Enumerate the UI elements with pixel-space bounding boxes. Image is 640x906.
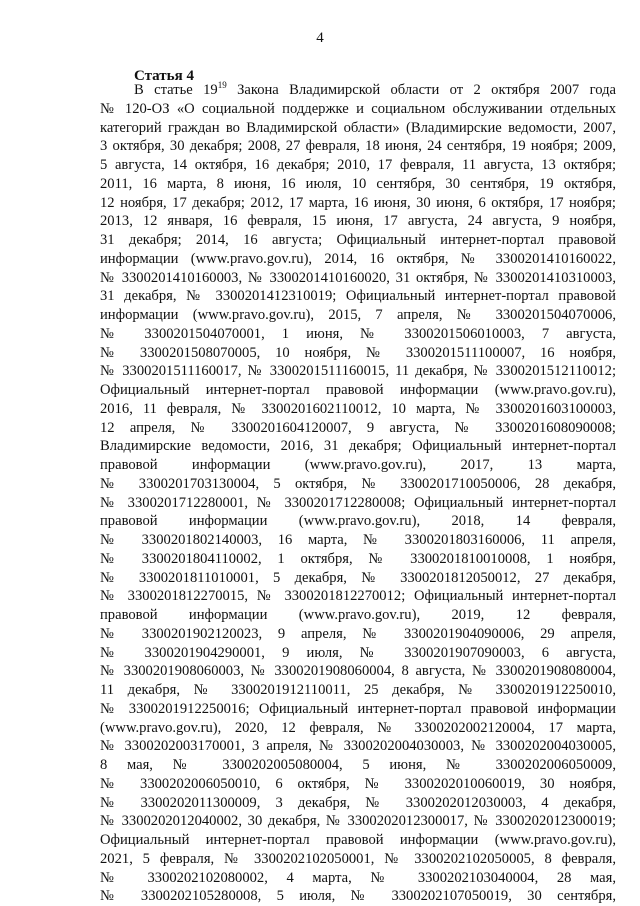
article-body-line: № 3300202003170001, 3 апреля, № 3300202004030003, № 3300202004030005, <box>100 738 616 755</box>
article-body-line: № 3300201912250016; Официальный интернет-портал правовой информации <box>100 700 616 717</box>
article-body-line: информации (www.pravo.gov.ru), 2015, 7 апреля, № 3300201504070006, <box>100 307 616 323</box>
article-body-line: № 3300201410160003, № 3300201410160020, 31 октября, № 3300201410310003, <box>100 269 616 286</box>
article-body-line: 2013, 12 января, 16 февраля, 15 июня, 17 августа, 24 августа, 9 ноября, <box>100 213 616 230</box>
article-body-line: № 3300201802140003, 16 марта, № 3300201803160006, 11 апреля, <box>100 532 616 548</box>
article-body-line: 11 декабря, № 3300201912110011, 25 декабря, № 3300201912250010, <box>100 682 616 698</box>
page-number: 4 <box>316 30 324 46</box>
article-body-line: 2021, 5 февраля, № 3300202102050001, № 3300202102050005, 8 февраля, <box>100 850 616 867</box>
article-body-line: 8 мая, № 3300202005080004, 5 июня, № 3300202006050009, <box>100 757 616 773</box>
article-body-line: № 3300201811010001, 5 декабря, № 3300201812050012, 27 декабря, <box>100 569 616 586</box>
article-body-line: № 3300201712280001, № 3300201712280008; Официальный интернет-портал <box>100 494 616 511</box>
article-first-line <box>100 81 616 100</box>
article-body-line: 31 декабря; 2014, 16 августа; Официальный интернет-портал правовой <box>100 232 616 248</box>
article-heading: Статья 4 <box>134 68 194 84</box>
article-body-line: 5 августа, 14 октября, 16 декабря; 2010, 17 февраля, 11 августа, 13 октября; <box>100 157 616 173</box>
article-body-line: правовой информации (www.pravo.gov.ru), 2019, 12 февраля, <box>100 607 616 623</box>
article-body-line: правовой информации (www.pravo.gov.ru), 2018, 14 февраля, <box>100 513 616 530</box>
article-body-line: № 3300201504070001, 1 июня, № 3300201506010003, 7 августа, <box>100 325 616 342</box>
article-body-line: № 3300202011300009, 3 декабря, № 3300202012030003, 4 декабря, <box>100 794 616 811</box>
article-body-line: № 3300201902120023, 9 апреля, № 3300201904090006, 29 апреля, <box>100 625 616 642</box>
article-body-line: Официальный интернет-портал правовой информации (www.pravo.gov.ru), <box>100 382 616 398</box>
article-body-line: 31 декабря, № 3300201412310019; Официальный интернет-портал правовой <box>100 288 616 305</box>
article-body-line: 12 ноября, 17 декабря; 2012, 17 марта, 16 июня, 30 июня, 6 октября, 17 ноября; <box>100 194 616 211</box>
article-body-line: № 3300201904290001, 9 июля, № 3300201907090003, 6 августа, <box>100 644 616 661</box>
article-body-line: № 3300202006050010, 6 октября, № 3300202010060019, 30 ноября, <box>100 775 616 792</box>
article-body-line: № 3300201908060003, № 3300201908060004, 8 августа, № 3300201908080004, <box>100 663 616 680</box>
article-body-line: 3 октября, 30 декабря; 2008, 27 февраля, 18 июня, 24 сентября, 19 ноября; 2009, <box>100 138 616 155</box>
article-body-line: Владимирские ведомости, 2016, 31 декабря; Официальный интернет-портал <box>100 438 616 455</box>
article-body-line: 2011, 16 марта, 8 июня, 16 июля, 10 сентября, 30 сентября, 19 октября, <box>100 175 616 192</box>
article-body-line: № 3300201511160017, № 3300201511160015, 11 декабря, № 3300201512110012; <box>100 363 616 380</box>
article-body-line: № 3300201812270015, № 3300201812270012; Официальный интернет-портал <box>100 588 616 605</box>
article-body-line: Официальный интернет-портал правовой информации (www.pravo.gov.ru), <box>100 832 616 848</box>
article-body-line: правовой информации (www.pravo.gov.ru), 2017, 13 марта, <box>100 457 616 473</box>
first-line-start: В статье 19 <box>134 82 218 98</box>
first-line-end: Закона Владимирской области от 2 октября 2007 года <box>226 82 616 98</box>
article-body-line: категорий граждан во Владимирской области» (Владимирские ведомости, 2007, <box>100 119 616 136</box>
article-superscript: 19 <box>217 81 227 91</box>
article-body-line: (www.pravo.gov.ru), 2020, 12 февраля, № 3300202002120004, 17 марта, <box>100 719 616 736</box>
article-body-line: 2016, 11 февраля, № 3300201602110012, 10 марта, № 3300201603100003, <box>100 400 616 417</box>
article-body <box>100 81 616 906</box>
article-body-line: № 120-ОЗ «О социальной поддержке и социальном обслуживании отдельных <box>100 100 616 117</box>
article-body-line: информации (www.pravo.gov.ru), 2014, 16 октября, № 3300201410160022, <box>100 250 616 267</box>
article-body-line: № 3300202012040002, 30 декабря, № 3300202012300017, № 3300202012300019; <box>100 813 616 830</box>
article-body-line: № 3300201508070005, 10 ноября, № 3300201511100007, 16 ноября, <box>100 344 616 361</box>
article-body-line: 12 апреля, № 3300201604120007, 9 августа, № 3300201608090008; <box>100 419 616 436</box>
article-body-line: № 3300201703130004, 5 октября, № 3300201710050006, 28 декабря, <box>100 475 616 492</box>
article-body-line: № 3300202105280008, 5 июля, № 3300202107050019, 30 сентября, <box>100 888 616 905</box>
article-body-line: № 3300201804110002, 1 октября, № 3300201810010008, 1 ноября, <box>100 550 616 567</box>
article-body-line: № 3300202102080002, 4 марта, № 3300202103040004, 28 мая, <box>100 869 616 886</box>
